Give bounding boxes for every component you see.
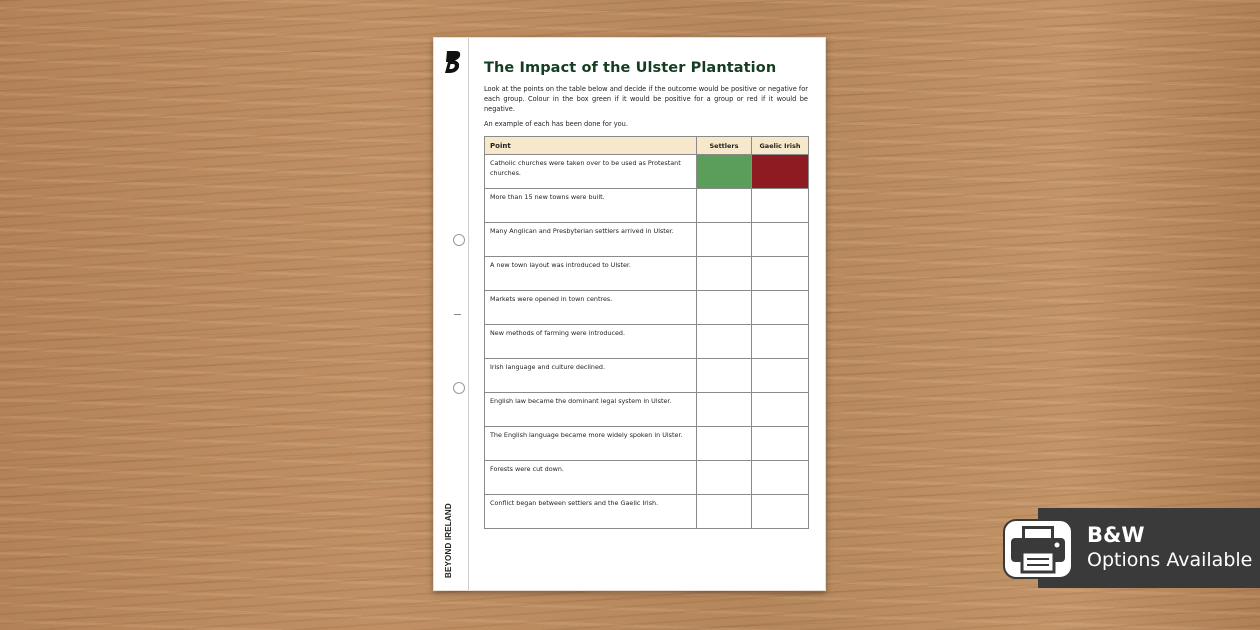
gaelic-irish-box[interactable]	[752, 155, 809, 189]
table-header-row	[485, 137, 809, 155]
punch-hole-bottom	[453, 382, 465, 394]
point-cell: A new town layout was introduced to Ulster.	[485, 257, 697, 291]
settlers-box[interactable]	[697, 461, 752, 495]
banner-subtitle: Options Available	[1087, 549, 1253, 571]
point-cell: Irish language and culture declined.	[485, 359, 697, 393]
header-gaelic-irish: Gaelic Irish	[752, 137, 809, 155]
gaelic-irish-box[interactable]	[752, 257, 809, 291]
point-cell: New methods of farming were introduced.	[485, 325, 697, 359]
table-row	[485, 257, 809, 291]
header-point: Point	[485, 137, 697, 155]
point-cell: Conflict began between settlers and the Gaelic Irish.	[485, 495, 697, 529]
gaelic-irish-box[interactable]	[752, 427, 809, 461]
settlers-box[interactable]	[697, 495, 752, 529]
gaelic-irish-box[interactable]	[752, 223, 809, 257]
table-row	[485, 359, 809, 393]
point-cell: The English language became more widely spoken in Ulster.	[485, 427, 697, 461]
table-row	[485, 461, 809, 495]
impact-table	[484, 136, 809, 529]
binding-margin-line	[468, 38, 469, 590]
settlers-box[interactable]	[697, 291, 752, 325]
example-note: An example of each has been done for you.	[484, 120, 628, 128]
gaelic-irish-box[interactable]	[752, 359, 809, 393]
beyond-b-logo-icon	[444, 50, 462, 74]
table-row	[485, 427, 809, 461]
worksheet-content	[484, 60, 808, 529]
table-row	[485, 291, 809, 325]
point-cell: English law became the dominant legal system in Ulster.	[485, 393, 697, 427]
center-mark	[454, 314, 461, 315]
gaelic-irish-box[interactable]	[752, 325, 809, 359]
point-cell: Markets were opened in town centres.	[485, 291, 697, 325]
point-cell: Many Anglican and Presbyterian settlers arrived in Ulster.	[485, 223, 697, 257]
table-row	[485, 325, 809, 359]
gaelic-irish-box[interactable]	[752, 393, 809, 427]
settlers-box[interactable]	[697, 155, 752, 189]
settlers-box[interactable]	[697, 393, 752, 427]
settlers-box[interactable]	[697, 427, 752, 461]
gaelic-irish-box[interactable]	[752, 461, 809, 495]
settlers-box[interactable]	[697, 359, 752, 393]
brand-label: BEYOND IRELAND	[444, 503, 453, 578]
table-row	[485, 189, 809, 223]
gaelic-irish-box[interactable]	[752, 495, 809, 529]
table-row	[485, 495, 809, 529]
printer-icon	[1002, 518, 1074, 580]
point-cell: More than 15 new towns were built.	[485, 189, 697, 223]
settlers-box[interactable]	[697, 257, 752, 291]
settlers-box[interactable]	[697, 189, 752, 223]
gaelic-irish-box[interactable]	[752, 291, 809, 325]
punch-hole-top	[453, 234, 465, 246]
table-row	[485, 155, 809, 189]
point-cell: Catholic churches were taken over to be used as Protestant churches.	[485, 155, 697, 189]
instructions-text: Look at the points on the table below and decide if the outcome would be positive or negative for each group. Colour in the box green if it would be positive for a group or red if it would be negative.	[484, 85, 808, 113]
settlers-box[interactable]	[697, 325, 752, 359]
table-row	[485, 223, 809, 257]
page-title: The Impact of the Ulster Plantation	[484, 60, 777, 76]
point-cell: Forests were cut down.	[485, 461, 697, 495]
table-row	[485, 393, 809, 427]
gaelic-irish-box[interactable]	[752, 189, 809, 223]
banner-title: B&W	[1087, 523, 1145, 547]
header-settlers: Settlers	[697, 137, 752, 155]
worksheet-page	[433, 37, 826, 591]
settlers-box[interactable]	[697, 223, 752, 257]
